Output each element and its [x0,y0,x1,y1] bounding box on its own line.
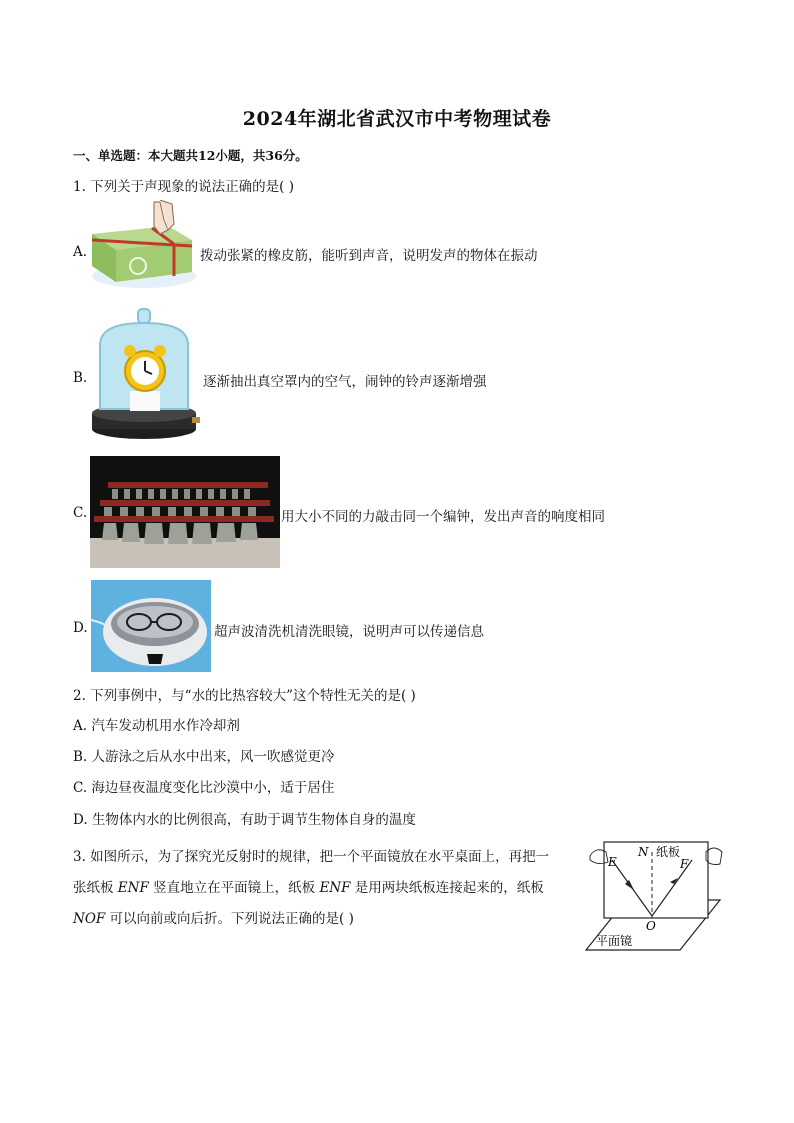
page-title: 2024年湖北省武汉市中考物理试卷 [242,108,552,130]
q1-option-c-letter: C. [73,505,88,521]
q2-option-a: A. 汽车发动机用水作冷却剂 [73,718,240,734]
q3-line-2 [73,873,565,904]
q3-line2-a: 张纸板 [73,880,118,896]
q1-option-d-text: 超声波清洗机清洗眼镜，说明声可以传递信息 [214,624,484,640]
chime-bells-image [90,456,280,568]
q1-option-d-letter: D. [73,620,88,636]
section-heading: 一、单选题：本大题共12小题，共36分。 [73,148,308,163]
label-board: 纸板 [656,845,681,859]
light-reflection-diagram [582,838,724,952]
q3-line3-b: 可以向前或向后折。下列说法正确的是( ) [105,911,354,927]
q2-option-c: C. 海边昼夜温度变化比沙漠中小，适于居住 [73,780,335,796]
q3-line-3 [73,904,565,935]
q2-option-d: D. 生物体内水的比例很高，有助于调节生物体自身的温度 [73,812,416,828]
ultrasonic-cleaner-image [91,580,211,672]
q2-option-b: B. 人游泳之后从水中出来，风一吹感觉更冷 [73,749,335,765]
label-mirror: 平面镜 [596,934,633,948]
label-f: F [680,857,689,871]
q3-line2-c: 竖直地立在平面镜上，纸板 [148,880,320,896]
q3-nof: NOF [73,911,106,927]
q3-enf-2: ENF [319,880,351,896]
question-2-stem: 2. 下列事例中，与“水的比热容较大”这个特性无关的是( ) [73,688,416,704]
q1-option-c-text: 用大小不同的力敲击同一个编钟，发出声音的响度相同 [281,509,605,525]
bell-jar-alarm-clock-image [88,305,200,445]
q3-enf-1: ENF [117,880,149,896]
q1-option-b-letter: B. [73,370,88,386]
question-1-stem: 1. 下列关于声现象的说法正确的是( ) [73,179,294,195]
q1-option-a-letter: A. [73,244,88,260]
q1-option-a-text: 拨动张紧的橡皮筋，能听到声音，说明发声的物体在振动 [200,248,538,264]
label-n: N [638,845,649,859]
q1-option-b-text: 逐渐抽出真空罩内的空气，闹钟的铃声逐渐增强 [203,374,487,390]
label-e: E [608,855,617,869]
q3-line-1: 3. 如图所示，为了探究光反射时的规律，把一个平面镜放在水平桌面上，再把一 [73,849,550,865]
label-o: O [646,919,656,933]
rubber-band-box-image [88,200,200,296]
question-3-stem [73,842,565,935]
q3-line2-e: 是用两块纸板连接起来的，纸板 [350,880,544,896]
